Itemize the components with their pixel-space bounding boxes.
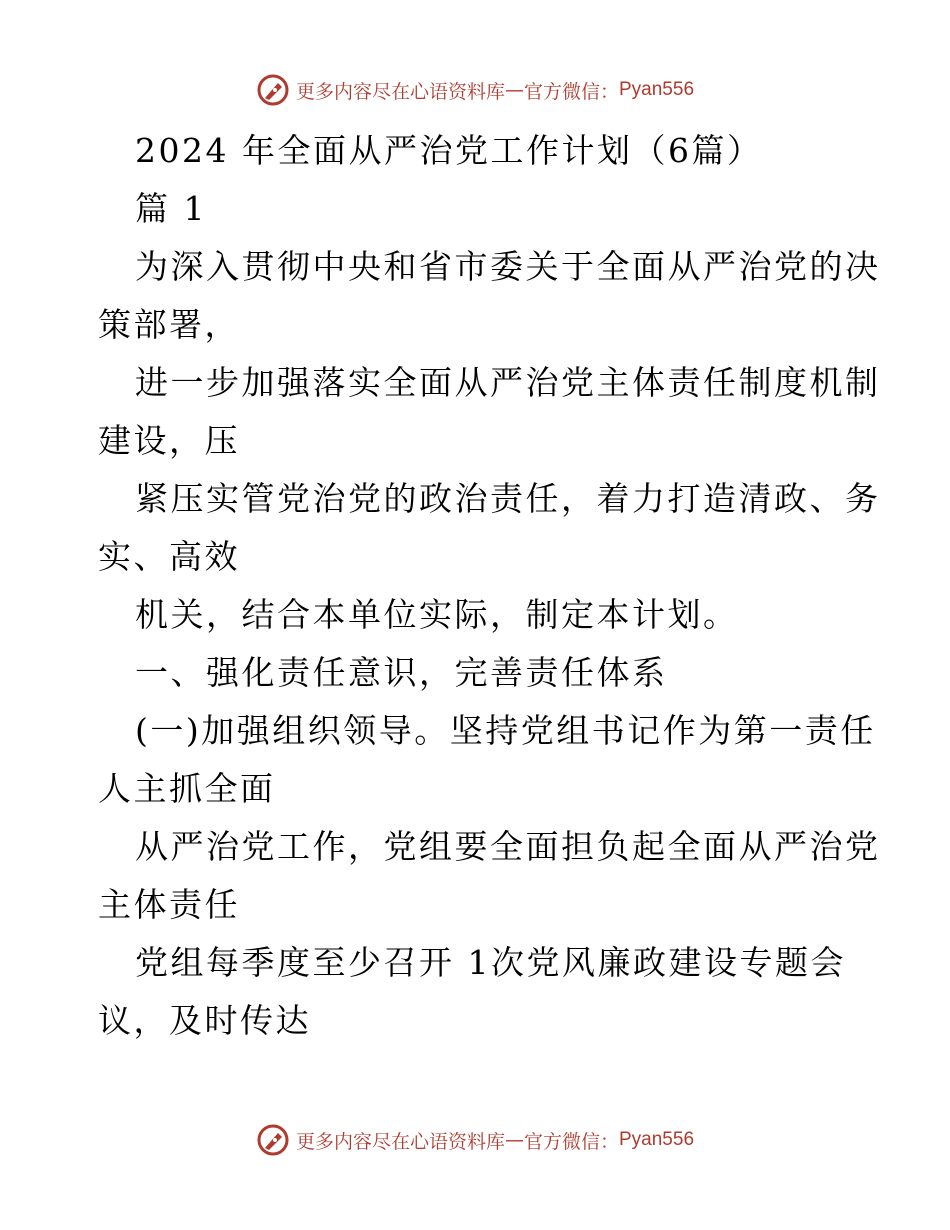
- text-line: 议，及时传达: [98, 1001, 311, 1040]
- watermark-separator: —: [504, 79, 524, 101]
- text-line: 进一步加强落实全面从严治党主体责任制度机制: [135, 363, 881, 402]
- text-line: 建设，压: [98, 421, 240, 460]
- watermark-channel-label: 官方微信：: [523, 80, 619, 103]
- text-line: 人主抓全面: [98, 769, 276, 808]
- text-line: 从严治党工作，党组要全面担负起全面从严治党: [135, 827, 881, 866]
- text-line: 策部署，: [98, 305, 240, 344]
- text-line: 为深入贯彻中央和省市委关于全面从严治党的决: [135, 247, 881, 286]
- watermark-header: [0, 70, 950, 110]
- document-title: 2024 年全面从严治党工作计划（6篇）: [135, 131, 763, 170]
- watermark-channel-label: 官方微信：: [523, 1130, 619, 1153]
- text-line: 主体责任: [98, 885, 240, 924]
- watermark-account: Pyan556: [619, 79, 695, 100]
- pen-nib-logo-icon: [256, 73, 290, 107]
- pen-nib-logo-icon: [256, 1123, 290, 1157]
- text-line: 紧压实管党治党的政治责任，着力打造清政、务: [135, 479, 881, 518]
- watermark-footer: [0, 1120, 950, 1160]
- text-line: 党组每季度至少召开 1次党风廉政建设专题会: [135, 943, 846, 982]
- text-line: 篇 1: [135, 189, 207, 228]
- document-body: [98, 122, 881, 1050]
- watermark-brand-text: 更多内容尽在心语资料库: [295, 1130, 505, 1153]
- text-line: 实、高效: [98, 537, 240, 576]
- text-line: 一、强化责任意识，完善责任体系: [135, 653, 668, 692]
- watermark-account: Pyan556: [619, 1129, 695, 1150]
- watermark-separator: —: [504, 1129, 524, 1151]
- watermark-brand-text: 更多内容尽在心语资料库: [295, 80, 505, 103]
- text-line: 机关，结合本单位实际，制定本计划。: [135, 595, 739, 634]
- text-line: (一)加强组织领导。坚持党组书记作为第一责任: [135, 711, 876, 750]
